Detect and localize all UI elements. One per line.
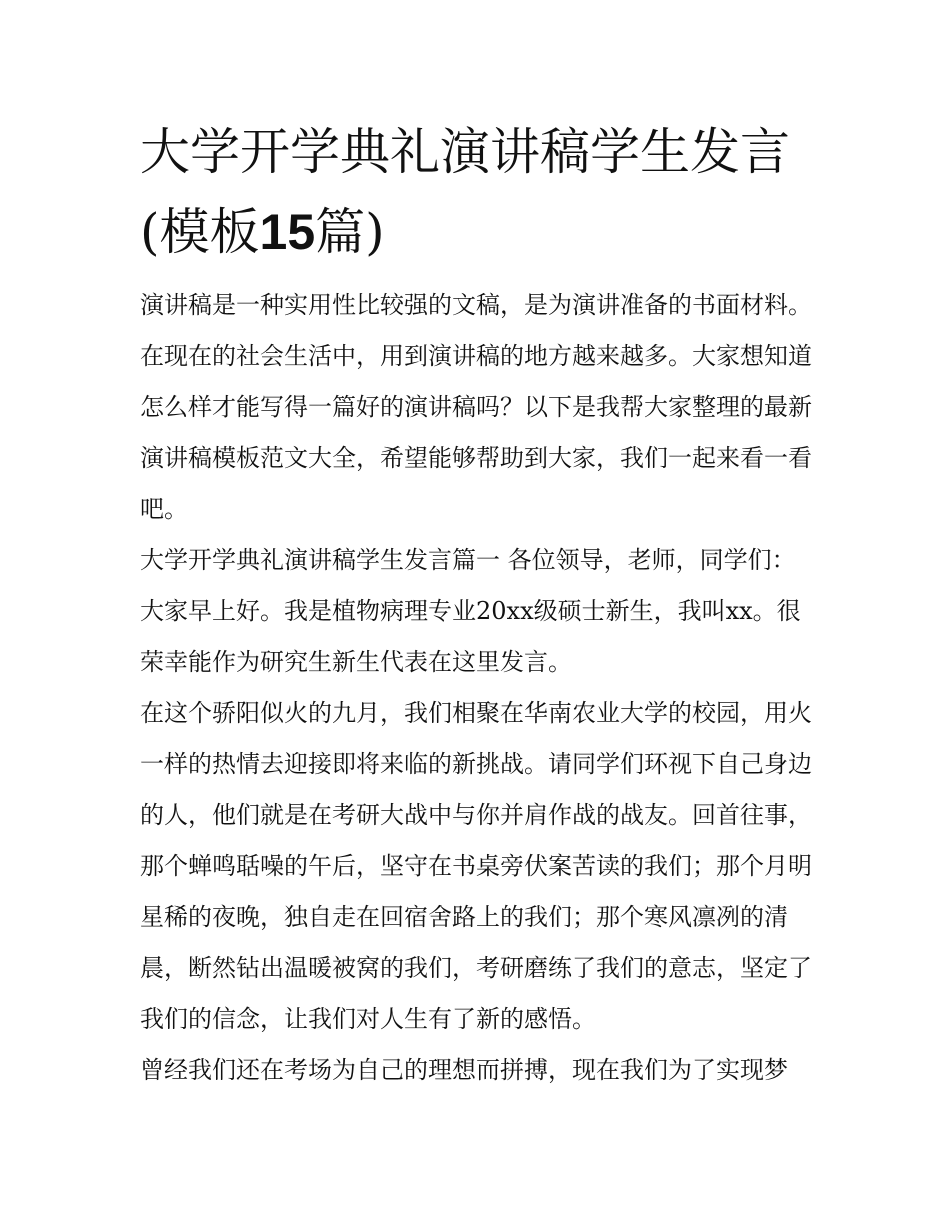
paragraph-intro: 演讲稿是一种实用性比较强的文稿，是为演讲准备的书面材料。在现在的社会生活中，用到演讲稿的地方越来越多。大家想知道怎么样才能写得一篇好的演讲稿吗？以下是我帮大家整理的最新演讲稿模板范文大全，希望能够帮助到大家，我们一起来看一看吧。 [140, 291, 812, 523]
title-paren-open: (模板 [140, 203, 260, 261]
paragraph-september: 在这个骄阳似火的九月，我们相聚在华南农业大学的校园，用火一样的热情去迎接即将来临的新挑战。请同学们环视下自己身边的人，他们就是在考研大战中与你并肩作战的战友。回首往事，那个蝉鸣聒噪的午后，坚守在书桌旁伏案苦读的我们；那个月明星稀的夜晚，独自走在回宿舍路上的我们；那个寒风凛冽的清晨，断然钻出温暖被窝的我们，考研磨练了我们的意志，坚定了我们的信念，让我们对人生有了新的感悟。 [140, 699, 812, 1033]
paragraph-dream: 曾经我们还在考场为自己的理想而拼搏，现在我们为了实现梦 [140, 1056, 788, 1084]
title-main: 大学开学典礼演讲稿学生发言 [140, 123, 790, 181]
title-number: 15 [259, 204, 316, 260]
title-paren-close: 篇) [315, 203, 385, 261]
document-body [140, 280, 816, 1096]
document-title [140, 112, 820, 272]
paragraph-greeting: 大学开学典礼演讲稿学生发言篇一 各位领导，老师，同学们： 大家早上好。我是植物病理专业20xx级硕士新生，我叫xx。很荣幸能作为研究生新生代表在这里发言。 [140, 546, 801, 676]
